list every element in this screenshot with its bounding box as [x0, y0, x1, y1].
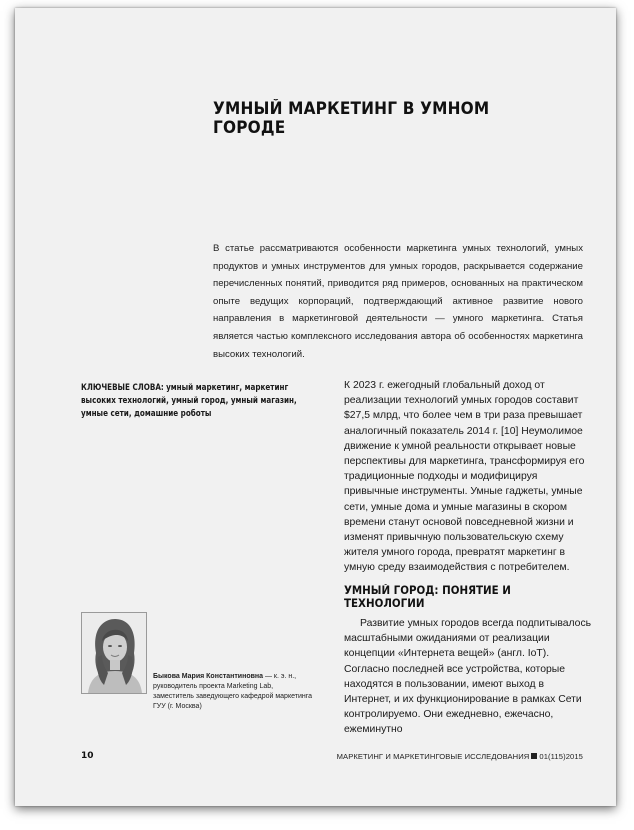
article-title: УМНЫЙ МАРКЕТИНГ В УМНОМ ГОРОДЕ [213, 99, 490, 137]
section-column [344, 616, 592, 738]
article-abstract: В статье рассматриваются особенности маркетинга умных технологий, умных продуктов и умных инструментов для умных городов, раскрывается содержание перечисленных понятий, приводится ряд примеров, основанных на практическом опыте ведущих корпораций, подтверждающий активное развитие нового направления в маркетинговой деятельности — умного маркетинга. Статья является частью комплексного исследования автора об особенностях маркетинга высоких технологий. [213, 243, 583, 360]
author-photo [81, 612, 147, 694]
square-separator-icon [531, 753, 537, 759]
section-paragraph: Развитие умных городов всегда подпитывалось масштабными ожиданиями от реализации концепции «Интернета вещей» (англ. IoT). Согласно последней все устройства, которые находятся в пользовании, имеют выход в Интернет, и их функционирование в рамках Сети контролируемо. Они ежедневно, ежечасно, ежеминутно [344, 618, 592, 736]
journal-name: МАРКЕТИНГ И МАРКЕТИНГОВЫЕ ИССЛЕДОВАНИЯ [336, 752, 530, 761]
keywords-block [81, 381, 318, 421]
author-name: Быкова Мария Константиновна [153, 673, 264, 680]
author-portrait-image [82, 613, 146, 693]
keywords-text: умный маркетинг, маркетинг высоких технологий, умный город, умный магазин, умные сети, домашние роботы [81, 382, 297, 419]
intro-paragraph: К 2023 г. ежегодный глобальный доход от реализации технологий умных городов составит $27,5 млрд, что более чем в три раза превышает аналогичный показатель 2014 г. [10] Неумолимое движение к умной реальности открывает новые перспективы для маркетинга, трансформируя его традиционные подходы и модифицируя привычные инструменты. Умные гаджеты, умные сети, умные дома и умные магазины в скором времени станут основой повседневной жизни и изменят привычную пользовательскую схему жителя умного города, превратят маркетинг в умную среду взаимодействия с потребителем. [344, 380, 585, 574]
keywords-label: КЛЮЧЕВЫЕ СЛОВА: [81, 382, 164, 392]
journal-footer [337, 752, 583, 761]
intro-column [344, 378, 592, 576]
journal-issue: 01(115)2015 [539, 752, 583, 761]
author-info [153, 672, 313, 712]
author-description: — к. э. н., руководитель проекта Marketing Lab, заместитель заведующего кафедрой маркетинга ГУУ (г. Москва) [153, 673, 313, 710]
journal-page [15, 8, 616, 806]
page-number: 10 [81, 751, 94, 761]
section-heading: УМНЫЙ ГОРОД: ПОНЯТИЕ И ТЕХНОЛОГИИ [344, 584, 511, 610]
